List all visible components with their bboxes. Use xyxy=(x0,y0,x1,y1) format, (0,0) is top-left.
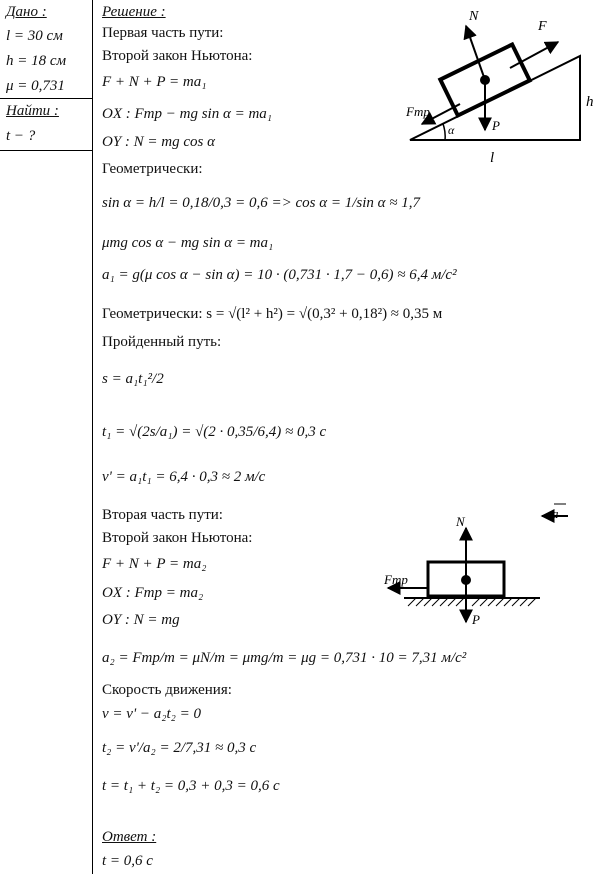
t1-eq: t₁ = √(2s/a₁) = √(2 · 0,35/6,4) ≈ 0,3 с xyxy=(102,424,327,440)
newton-law-2: Второй закон Ньютона: xyxy=(102,530,253,546)
normal-force-arrow xyxy=(466,26,485,80)
incline-diagram xyxy=(400,8,600,168)
given-l: l = 30 см xyxy=(6,28,63,44)
label-N-2: N xyxy=(456,514,465,529)
given-divider xyxy=(0,98,92,99)
angle-arc xyxy=(443,124,445,140)
horizontal-diagram xyxy=(380,500,600,630)
solution-header: Решение : xyxy=(102,4,166,20)
a2-eq: a₂ = Fтр/m = μN/m = μmg/m = μg = 0,731 · 10 = 7,31 м/с² xyxy=(102,650,467,666)
path-label: Пройденный путь: xyxy=(102,334,222,350)
given-header: Дано : xyxy=(6,4,47,20)
sin-alpha-eq: sin α = h/l = 0,18/0,3 = 0,6 => cos α = 1/sin α ≈ 1,7 xyxy=(102,195,421,211)
part2-title: Вторая часть пути: xyxy=(102,507,223,523)
vector-eq-1: F + N + P = ma₁ xyxy=(102,74,207,90)
given-panel xyxy=(0,0,88,874)
given-h: h = 18 см xyxy=(6,53,67,69)
label-P: P xyxy=(492,118,500,133)
ox-eq-1: OX : Fтр − mg sin α = ma₁ xyxy=(102,106,272,122)
newton-law-1: Второй закон Ньютона: xyxy=(102,48,253,64)
answer-value: t = 0,6 с xyxy=(102,853,153,869)
label-alpha: α xyxy=(448,123,455,137)
label-Ftr-2: Fтр xyxy=(384,572,408,587)
given-mu: μ = 0,731 xyxy=(6,78,65,94)
mu-force-eq: μmg cos α − mg sin α = ma₁ xyxy=(102,235,274,251)
label-N: N xyxy=(469,9,479,24)
label-Ftr: Fтр xyxy=(406,104,430,119)
label-P-2: P xyxy=(472,612,480,627)
part1-title: Первая часть пути: xyxy=(102,25,224,41)
a1-eq: a₁ = g(μ cos α − sin α) = 10 · (0,731 · 1,7 − 0,6) ≈ 6,4 м/с² xyxy=(102,267,457,283)
t-total-eq: t = t₁ + t₂ = 0,3 + 0,3 = 0,6 с xyxy=(102,778,280,794)
s-formula: s = a₁t₁²/2 xyxy=(102,371,164,387)
geometric-label-1: Геометрически: xyxy=(102,161,203,177)
t2-eq: t₂ = v'/a₂ = 2/7,31 ≈ 0,3 с xyxy=(102,740,257,756)
find-header: Найти : xyxy=(6,103,59,119)
find-divider xyxy=(0,150,92,151)
column-divider xyxy=(92,0,93,874)
oy-eq-2: OY : N = mg xyxy=(102,612,180,628)
s-geometric-eq: Геометрически: s = √(l² + h²) = √(0,3² + 0,18²) ≈ 0,35 м xyxy=(102,306,443,322)
speed-label: Скорость движения: xyxy=(102,682,232,698)
v-zero-eq: v = v' − a₂t₂ = 0 xyxy=(102,706,201,722)
ox-eq-2: OX : Fтр = ma₂ xyxy=(102,585,204,601)
answer-header: Ответ : xyxy=(102,829,157,845)
v-prime-eq: v' = a₁t₁ = 6,4 · 0,3 ≈ 2 м/с xyxy=(102,469,266,485)
label-l: l xyxy=(490,150,495,166)
oy-eq-1: OY : N = mg cos α xyxy=(102,134,215,150)
find-value: t − ? xyxy=(6,128,36,144)
ground-hatching xyxy=(408,598,536,606)
vector-eq-2: F + N + P = ma₂ xyxy=(102,556,207,572)
label-a: a xyxy=(552,506,559,521)
label-h: h xyxy=(586,94,594,110)
label-F: F xyxy=(538,19,547,34)
